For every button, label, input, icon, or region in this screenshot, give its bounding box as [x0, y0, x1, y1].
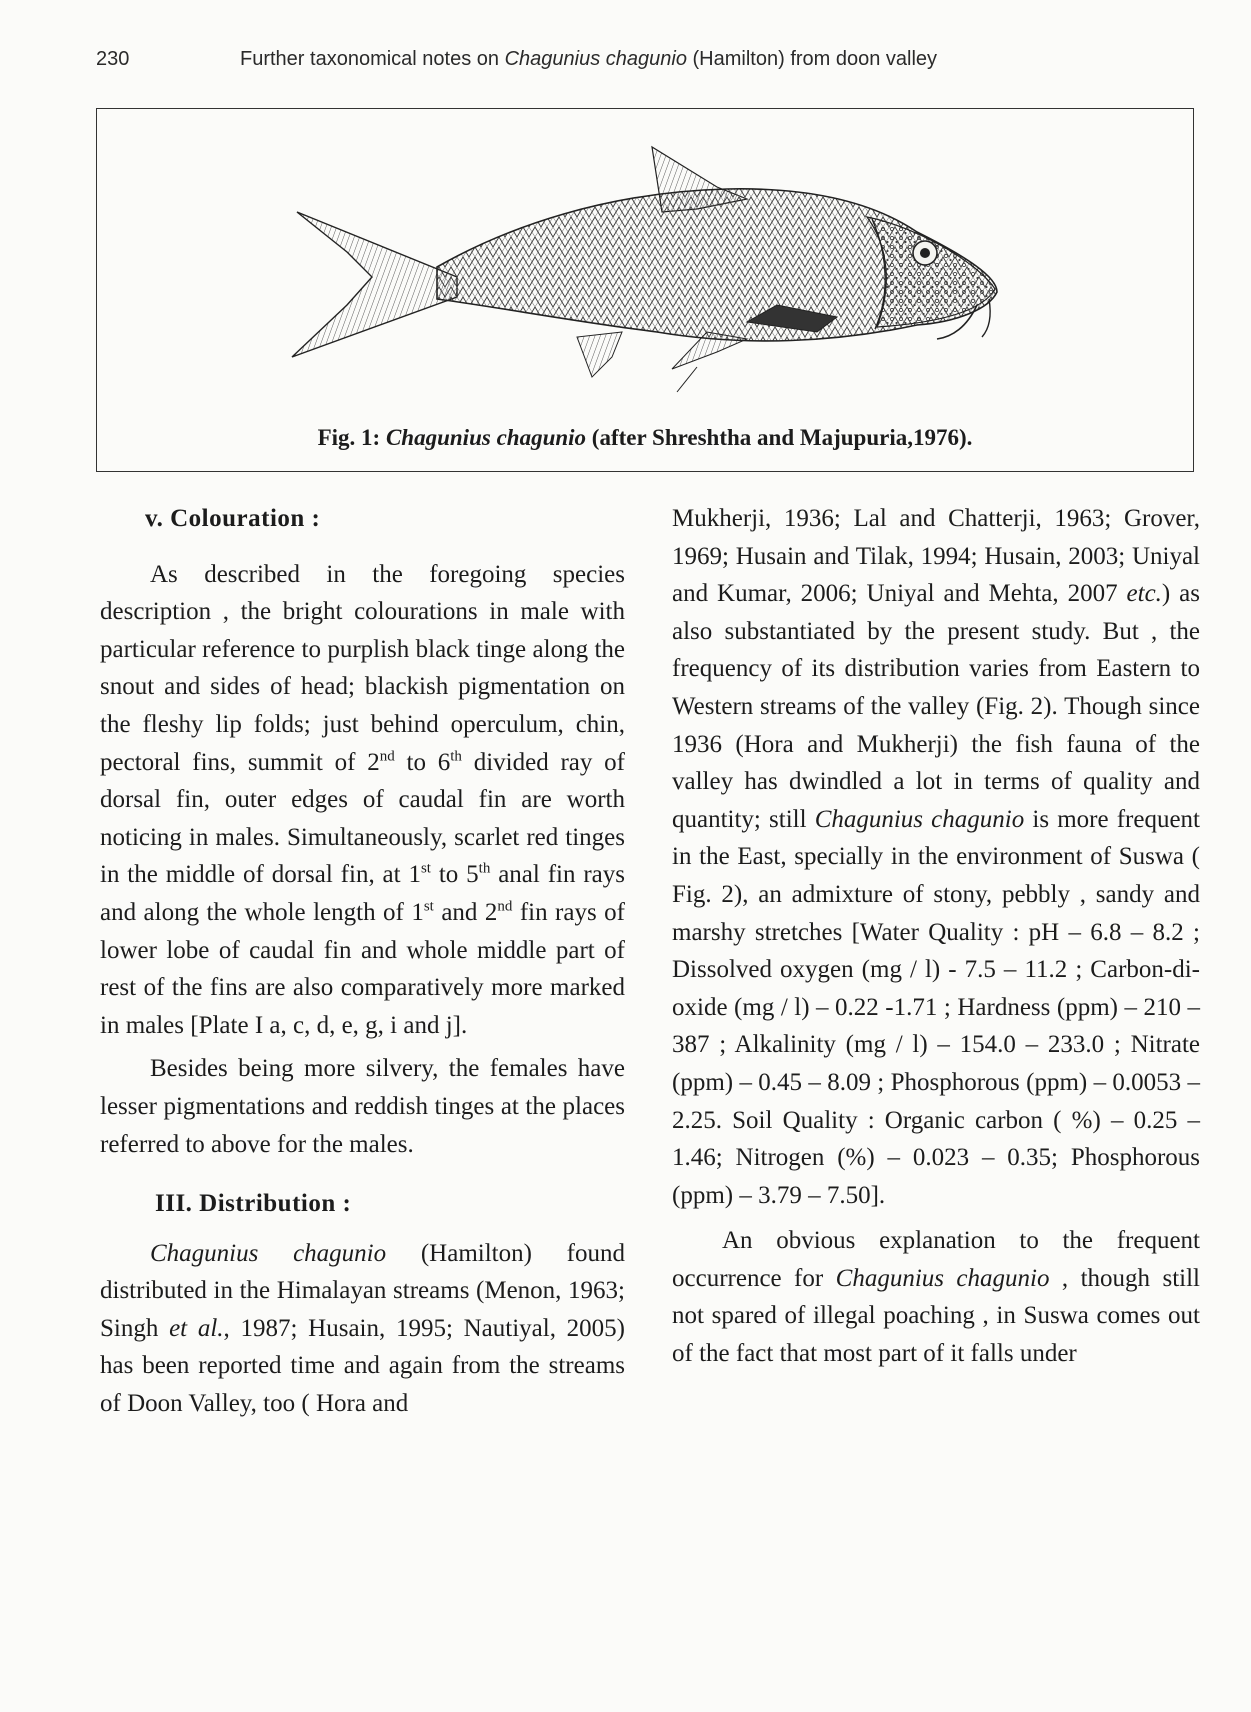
- colouration-paragraph-1: As described in the foregoing species description , the bright colourations in male with particular reference to purplish black tinge along the snout and sides of head; blackish pigmentation on the fleshy lip folds; just behind operculum, chin, pectoral fins, summit of 2nd to 6th divided ray of dorsal fin, outer edges of caudal fin are worth noticing in males. Simultaneously, scarlet red tinges in the middle of dorsal fin, at 1st to 5th anal fin rays and along the whole length of 1st and 2nd fin rays of lower lobe of caudal fin and whole middle part of rest of the fins are also comparatively more marked in males [Plate I a, c, d, e, g, i and j].: [100, 560, 626, 1039]
- fish-illustration: [277, 127, 1017, 417]
- colouration-heading: v. Colouration :: [145, 505, 321, 532]
- distribution-heading: III. Distribution :: [155, 1190, 352, 1218]
- figure-box: [96, 108, 1194, 472]
- colouration-paragraph-2: Besides being more silvery, the females have lesser pigmentations and reddish tinges at the places referred to above for the males.: [100, 1055, 625, 1158]
- page-number: 230: [96, 48, 130, 70]
- left-column: [100, 500, 625, 1423]
- right-column: [672, 500, 1200, 1373]
- distribution-paragraph-continued: Mukherji, 1936; Lal and Chatterji, 1963; Grover, 1969; Husain and Tilak, 1994; Husain, 2003; Uniyal and Kumar, 2006; Uniyal and Mehta, 2007 etc.) as also substantiated by the present study. But , the frequency of its distribution varies from Eastern to Western streams of the valley (Fig. 2). Though since 1936 (Hora and Mukherji) the fish fauna of the valley has dwindled a lot in terms of quality and quantity; still Chagunius chagunio is more frequent in the East, specially in the environment of Suswa ( Fig. 2), an admixture of stony, pebbly , sandy and marshy stretches [Water Quality : pH – 6.8 – 8.2 ; Dissolved oxygen (mg / l) - 7.5 – 11.2 ; Carbon-di-oxide (mg / l) – 0.22 -1.71 ; Hardness (ppm) – 210 – 387 ; Alkalinity (mg / l) – 154.0 – 233.0 ; Nitrate (ppm) – 0.45 – 8.09 ; Phosphorous (ppm) – 0.0053 – 2.25. Soil Quality : Organic carbon ( %) – 0.25 – 1.46; Nitrogen (%) – 0.023 – 0.35; Phosphorous (ppm) – 3.79 – 7.50].: [672, 505, 1201, 1209]
- explanation-paragraph: An obvious explanation to the frequent occurrence for Chagunius chagunio , though still not spared of illegal poaching , in Suswa comes out of the fact that most part of it falls under: [672, 1227, 1200, 1368]
- distribution-paragraph-1: Chagunius chagunio (Hamilton) found distributed in the Himalayan streams (Menon, 1963; Singh et al., 1987; Husain, 1995; Nautiyal, 2005) has been reported time and again from the streams of Doon Valley, too ( Hora and: [100, 1239, 625, 1418]
- running-title: Further taxonomical notes on Chagunius chagunio (Hamilton) from doon valley: [240, 48, 938, 70]
- figure-caption: Fig. 1: Chagunius chagunio (after Shreshtha and Majupuria,1976).: [317, 425, 973, 450]
